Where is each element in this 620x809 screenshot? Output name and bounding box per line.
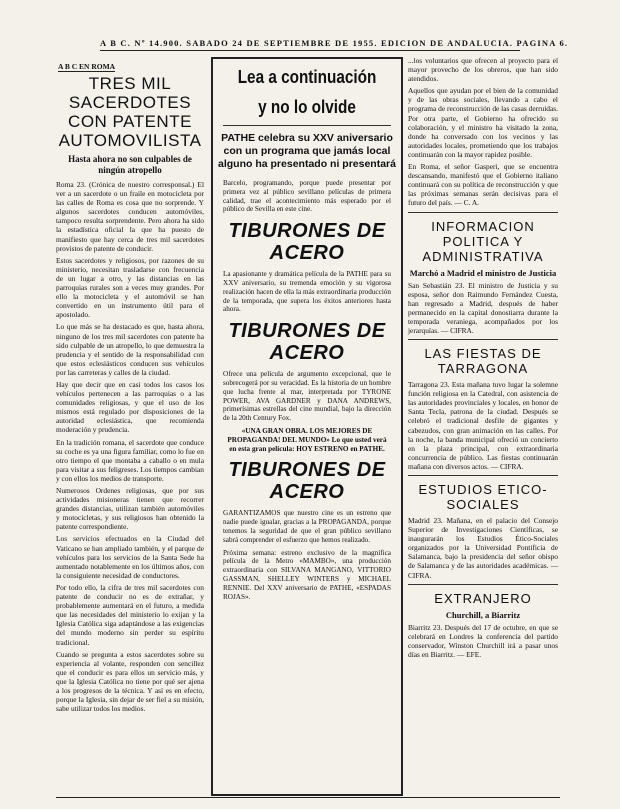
page-header: A B C. Nº 14.900. SABADO 24 DE SEPTIEMBRE DE 1955. EDICION DE ANDALUCIA. PAGINA 6. (100, 38, 569, 48)
section-text: Biarritz 23. Después del 17 de octubre, en que se celebrará en Londres la conferencia del partido conservador, Winston Churchill irá a pasar unos días en Biarritz. — EFE. (408, 622, 558, 659)
article-paragraph: ...los voluntarios que ofrecen al proyecto para el mayor provecho de los obreros, que han sido atendidos. (408, 56, 558, 84)
section-kicker: A B C EN ROMA (58, 62, 116, 71)
article-paragraph: Aquellos que ayudan por el bien de la comunidad y de las obras sociales, llevando a cabo el programa de reconstrucción de las casas derruidas. Por otra parte, el Gobierno ha ofrecido su colaboración, y el ministro ha visitado la zona, donde ha conversado con los vecinos y las autoridades locales, prometiendo que los trabajos continuarán con la mayor rapidez posible. (408, 86, 559, 159)
ad-paragraph: GARANTIZAMOS que nuestro cine es un estreno que nadie puede igualar, gracias a la PROPAGANDA, porque tenemos la seguridad de que el gran público sevillano sabrá comprender el esfuerzo que hemos realizado. (223, 509, 391, 544)
section-text: Madrid 23. Mañana, en el palacio del Consejo Superior de Investigaciones Científicas, se inaugurarán los Estudios Ético-Sociales organizados por la Universidad Pontificia de Salamanca, bajo la presidencia del señor obispo de Salamanca y de las autoridades académicas. — CIFRA. (408, 516, 558, 580)
film-title: TIBURONES DE ACERO (228, 220, 386, 265)
article-paragraph: Roma 23. (Crónica de nuestro corresponsal.) El ver a un sacerdote o un fraile en motocicleta por las calles de Roma es cosa que no sorprende. Y algunos sacerdotes conducen automóviles, tampoco resulta sorprendente. Pero ahora ha sido la estadística oficial la que ha puesto de manifiesto que hay cerca de tres mil sacerdotes provistos de patente de conducir. (56, 180, 204, 253)
ad-paragraph: Ofrece una película de argumento excepcional, que le sobrecogerá por su veracidad. Es la historia de un hombre que lucha frente al mar, interpretada por TYRONE POWER, AVA GARDNER y DANA ANDREWS, primerísimas estrellas del cine mundial, bajo la dirección de la 20th Century Fox. (223, 370, 391, 423)
ad-paragraph: La apasionante y dramática película de la PATHE para su XXV aniversario, su tremenda emoción y su vigorosa realización hacen de ella la más extraordinaria producción de la temporada, que supera los éxitos anteriores hasta ahora. (223, 270, 391, 314)
ad-paragraph: Próxima semana: estreno exclusivo de la magnífica película de la Metro «MAMBO», una producción extraordinaria con SILVANA MANGANO, VITTORIO GASSMAN, SHELLEY WINTERS y MICHAEL RENNIE. Del XXV aniversario de PATHE, «ESPADAS ROJAS». (223, 548, 391, 601)
right-column (408, 56, 558, 796)
ad-lead: PATHE celebra su XXV aniversario con un programa que jamás local alguno ha presentado ni presentará (218, 132, 396, 170)
ad-quote: «UNA GRAN OBRA. LOS MEJORES DE PROPAGANDA! DEL MUNDO» Lo que usted verá en esta gran película: HOY ESTRENO en PATHE. (227, 426, 387, 453)
section-text: Tarragona 23. Esta mañana tuvo lugar la solemne función religiosa en la Catedral, con asistencia de las autoridades provinciales y locales, en honor de Santa Tecla, patrona de la ciudad. Después se celebró el tradicional desfile de gigantes y cabezudos, con gran animación en las calles. Por la noche, la banda municipal ofreció un concierto en la plaza principal, con extraordinaria concurrencia de público. Las fiestas continuarán mañana con diversos actos. — CIFRA. (408, 380, 558, 471)
section-text: San Sebastián 23. El ministro de Justicia y su esposa, señor don Raimundo Fernández Cuesta, han regresado a Madrid, después de haber permanecido en la capital donostiarra durante la temporada veraniega, acompañados por los jerarquías. — CIFRA. (408, 280, 558, 335)
article-paragraph: Estos sacerdotes y religiosos, por razones de su ministerio, necesitan trasladarse con frecuencia de un lugar a otro, y las distancias en las parroquias rurales son a veces muy grandes. Por ello la motocicleta y el automóvil se han convertido en un instrumento útil para el apostolado. (56, 255, 204, 320)
left-column (56, 56, 204, 796)
film-title: TIBURONES DE ACERO (228, 320, 386, 365)
article-paragraph: Numerosos Ordenes religiosas, que por sus actividades misioneras tienen que recorrer grandes distancias, utilizan también automóviles y motocicletas, y sus religiosos han obtenido la patente correspondiente. (56, 486, 204, 532)
ad-headline-2: y no lo olvide (258, 97, 356, 117)
section-title-estudios: ESTUDIOS ETICO-SOCIALES (418, 482, 548, 512)
article-paragraph: Cuando se pregunta a estos sacerdotes sobre su experiencia al volante, responden con sencillez que el conducir es para ellos un servicio más, y que la Iglesia Católica no tiene por qué ser ajena a los progresos de la técnica. Y así es en efecto, porque la Iglesia, sin dejar de ser fiel a su misión, sabe utilizar todos los medios. (56, 649, 204, 714)
article-paragraph: En la tradición romana, el sacerdote que conduce su coche es ya una figura familiar, como lo fue en otro tiempo el que montaba a caballo o en mula para visitar a sus feligreses. Los tiempos cambian y con ellos los medios de transporte. (56, 437, 204, 483)
film-title: TIBURONES DE ACERO (228, 459, 386, 504)
article-title: TRES MIL SACERDOTES CON PATENTE AUTOMOVILISTA (58, 74, 202, 150)
section-divider (408, 584, 558, 585)
article-paragraph: Los servicios efectuados en la Ciudad del Vaticano se han ampliado también, y el parque de vehículos para los servicios de la Santa Sede ha aumentado notablemente en los últimos años, con la consiguiente necesidad de conductores. (56, 534, 204, 580)
ad-divider (223, 125, 391, 126)
article-paragraph: Lo que más se ha destacado es que, hasta ahora, ninguno de los tres mil sacerdotes con patente ha sido culpable de un atropello, lo que demuestra la prudencia y el sentido de la responsabilidad con que estos eclesiásticos conducen sus vehículos por las carreteras y calles de la ciudad. (56, 322, 204, 377)
section-title-extranjero: EXTRANJERO (434, 590, 532, 606)
section-subtitle: Marchó a Madrid el ministro de Justicia (409, 267, 557, 278)
section-divider (408, 475, 558, 476)
article-paragraph: En Roma, el señor Gasperi, que se encuentra descansando, manifestó que el Gobierno italiano continuará con su política de reconstrucción y que las próximas semanas serán decisivas para el futuro del país. — C. A. (408, 162, 558, 208)
section-divider (408, 212, 558, 213)
header-rule (100, 50, 520, 51)
ad-paragraph: Barcelo, programando, porque puede presentar por primera vez al público sevillano películas de primera calidad, trae el acontecimiento más esperado por el público de Sevilla en este cine. (223, 179, 391, 214)
section-title-politica: INFORMACION POLITICA Y ADMINISTRATIVA (422, 218, 544, 264)
cinema-advertisement (211, 57, 403, 796)
article-paragraph: Hay que decir que en casi todos los casos los vehículos pertenecen a las parroquias o a las comunidades religiosas, y que el uso de los mismos está regulado por disposiciones de la autoridad eclesiástica, que recomienda moderación y prudencia. (56, 379, 204, 435)
section-title-tarragona: LAS FIESTAS DE TARRAGONA (424, 346, 542, 377)
section-subtitle: Churchill, a Biarritz (445, 609, 521, 620)
article-subtitle: Hasta ahora no son culpables de ningún atropello (68, 154, 192, 175)
article-paragraph: Por todo ello, la cifra de tres mil sacerdotes con patente de conducir no es de extrañar, y probablemente aumentará en el futuro, a medida que las necesidades del ministerio lo exijan y la Iglesia Católica siga adaptándose a las exigencias del mundo moderno sin perder su espíritu tradicional. (56, 582, 204, 647)
ad-headline-1: Lea a continuación (237, 67, 377, 87)
section-divider (408, 339, 558, 340)
footer-rule (56, 797, 560, 798)
